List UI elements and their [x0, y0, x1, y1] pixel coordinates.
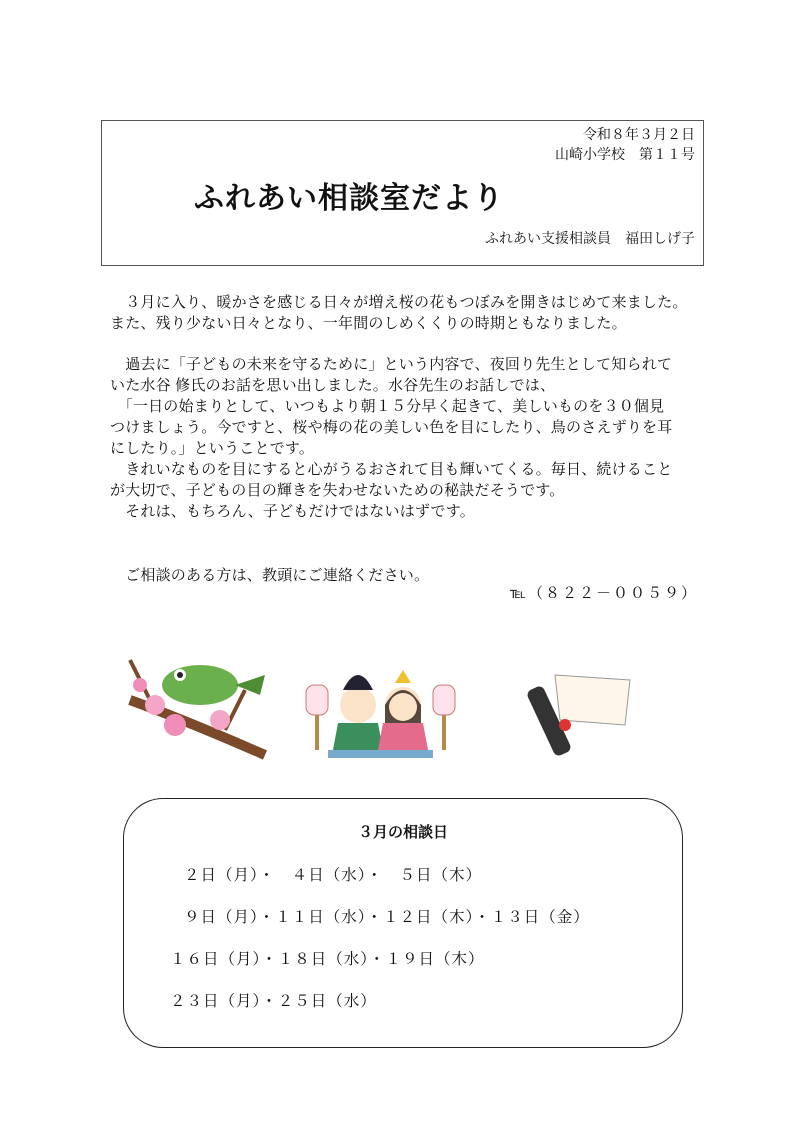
schedule-title: ３月の相談日 — [357, 824, 448, 841]
body-line: きれいなものを目にすると心がうるおされて目も輝いてくる。毎日、続けること — [110, 461, 673, 478]
body-line: が大切で、子どもの目の輝きを失わせないための秘訣だそうです。 — [110, 482, 565, 499]
schedule-row: ９日（月）・１１日（水）・１２日（木）・１３日（金） — [184, 909, 590, 926]
issue-number: 山崎小学校 第１１号 — [555, 146, 695, 162]
date: 令和８年３月２日 — [583, 126, 695, 142]
body-line: にしたり。」ということです。 — [110, 440, 315, 457]
hina-dolls-icon — [298, 655, 463, 760]
body-line: 過去に「子どもの未来を守るために」という内容で、夜回り先生として知られて — [110, 356, 673, 373]
body-line: 「一日の始まりとして、いつもより朝１５分早く起きて、美しいものを３０個見 — [110, 398, 665, 415]
bird-plum-icon — [125, 650, 270, 760]
author: ふれあい支援相談員 福田しげ子 — [485, 230, 695, 246]
schedule-row: １６日（月）・１８日（水）・１９日（木） — [170, 951, 485, 968]
schedule-row: ２日（月）・ ４日（水）・ ５日（木） — [184, 867, 483, 884]
body-line: いた水谷 修氏のお話を思い出しました。水谷先生のお話しでは、 — [110, 377, 556, 394]
body-line: また、残り少ない日々となり、一年間のしめくくりの時期ともなりました。 — [110, 315, 627, 332]
schedule-box — [123, 798, 683, 1048]
diploma-icon — [520, 665, 640, 760]
body-line: つけましょう。今ですと、桜や梅の花の美しい色を目にしたり、鳥のさえずりを耳 — [110, 419, 673, 436]
contact-line: ご相談のある方は、教頭にご連絡ください。 — [110, 567, 430, 584]
page-title: ふれあい相談室だより — [194, 182, 504, 215]
body-line: ３月に入り、暖かさを感じる日々が増え桜の花もつぼみを開きはじめて来ました。 — [110, 294, 688, 311]
body-line: それは、もちろん、子どもだけではないはずです。 — [110, 503, 475, 520]
header-box — [101, 120, 704, 266]
schedule-row: ２３日（月）・２５日（水） — [170, 993, 377, 1010]
telephone: ℡（８２２－００５９） — [509, 585, 698, 602]
